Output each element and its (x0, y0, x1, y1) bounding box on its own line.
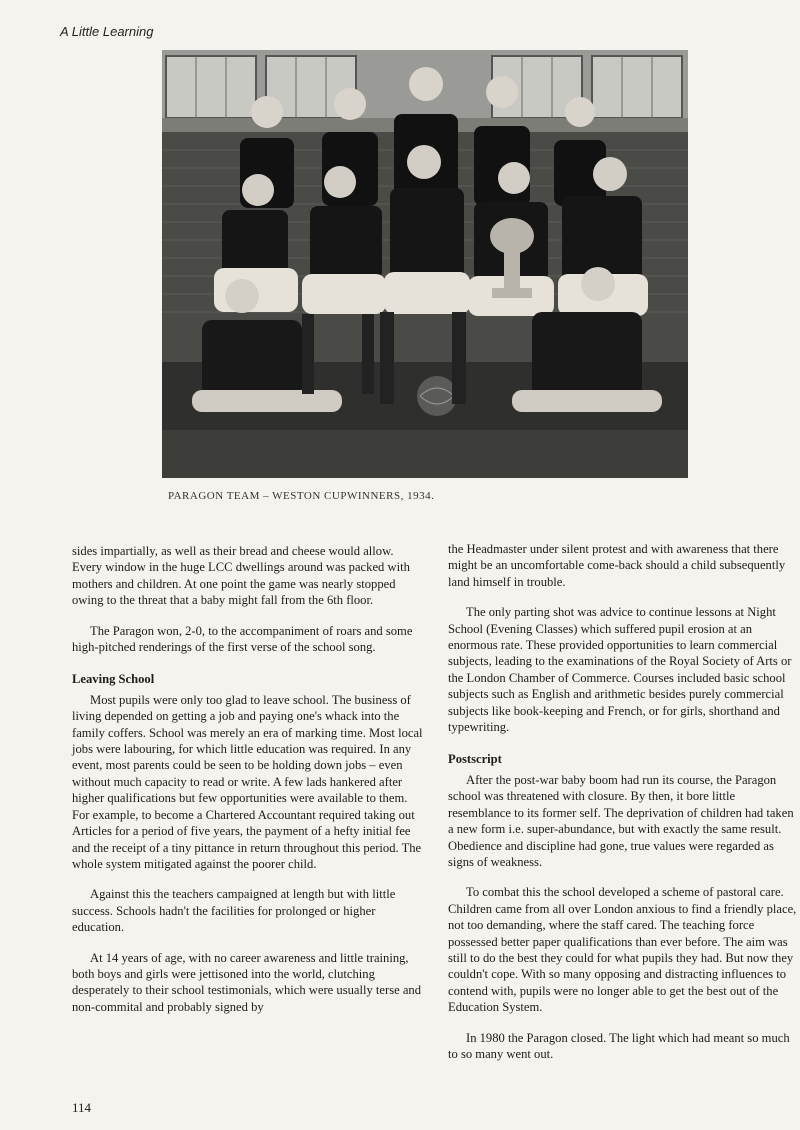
paragraph: The Paragon won, 2-0, to the accompaniment of roars and some high-pitched renderings of the first verse of the school song. (72, 623, 413, 655)
photo-caption: PARAGON TEAM – WESTON CUPWINNERS, 1934. (168, 490, 435, 502)
section-heading-postscript: Postscript (448, 752, 502, 767)
paragraph: To combat this the school developed a scheme of pastoral care. Children came from all over London anxious to find a friendly place, not too demanding, where the staff cared. The teaching force possessed better paper qualifications than ever before. The aim was still to do the best they could for what pupils they had. But now they couldn't cope. With so many opposing and distracting influences to contend with, pupils were no longer able to get the best out of the Education System. (448, 885, 797, 1015)
section-heading-leaving-school: Leaving School (72, 672, 155, 687)
paragraph: sides impartially, as well as their bread and cheese would allow. Every window in the huge LCC dwellings around was packed with mothers and children. At one point the game was nearly stopped owing to the threat that a baby might fall from the 6th floor. (72, 544, 410, 608)
paragraph: The only parting shot was advice to continue lessons at Night School (Evening Classes) which suffered pupil erosion at an enormous rate. These provided opportunities to learn commercial subjects, leading to the examinations of the Royal Society of Arts or the London Chamber of Commerce. Courses included basic school subjects such as English and arithmetic besides purely commercial subjects like book-keeping and French, or for girls, shorthand and typewriting. (448, 605, 792, 735)
paragraph: After the post-war baby boom had run its course, the Paragon school was threatened with closure. By then, it bore little resemblance to its former self. The deprivation of children had taken a new form i.e. super-abundance, but with exactly the same result. Obedience and discipline had gone, true values were regarded as signs of weakness. (448, 772, 794, 869)
paragraph: Most pupils were only too glad to leave school. The business of living depended on getting a job and paying one's whack into the family coffers. School was merely an era of marking time. Most local jobs were labouring, for which little education was required. In any event, most parents could be seen to be holding down jobs – even without much capacity to read or write. A few lads hankered after higher qualifications but few opportunities were available to them. For example, to become a Chartered Accountant required taking out Articles for a period of five years, the payment of a hefty initial fee and the receipt of a tiny pittance in return throughout this period. The whole system mitigated against the poorer child. (72, 692, 423, 871)
left-column (72, 543, 424, 1029)
paragraph: In 1980 the Paragon closed. The light which had meant so much to so many went out. (448, 1030, 790, 1061)
team-photograph (162, 50, 688, 478)
paragraph: At 14 years of age, with no career awareness and little training, both boys and girls were jettisoned into the world, clutching desperately to their school testimonials, which were usually terse and non-commital and probably signed by (72, 950, 422, 1014)
running-title: A Little Learning (60, 24, 154, 39)
right-column (448, 541, 798, 1076)
team-photo-illustration (162, 50, 688, 478)
page-number: 114 (72, 1100, 92, 1115)
paragraph: the Headmaster under silent protest and with awareness that there might be an uncomfortable come-back should a child subsequently land himself in trouble. (448, 542, 786, 589)
paragraph: Against this the teachers campaigned at length but with little success. Schools hadn't the facilities for prolonged or higher education. (72, 887, 396, 935)
